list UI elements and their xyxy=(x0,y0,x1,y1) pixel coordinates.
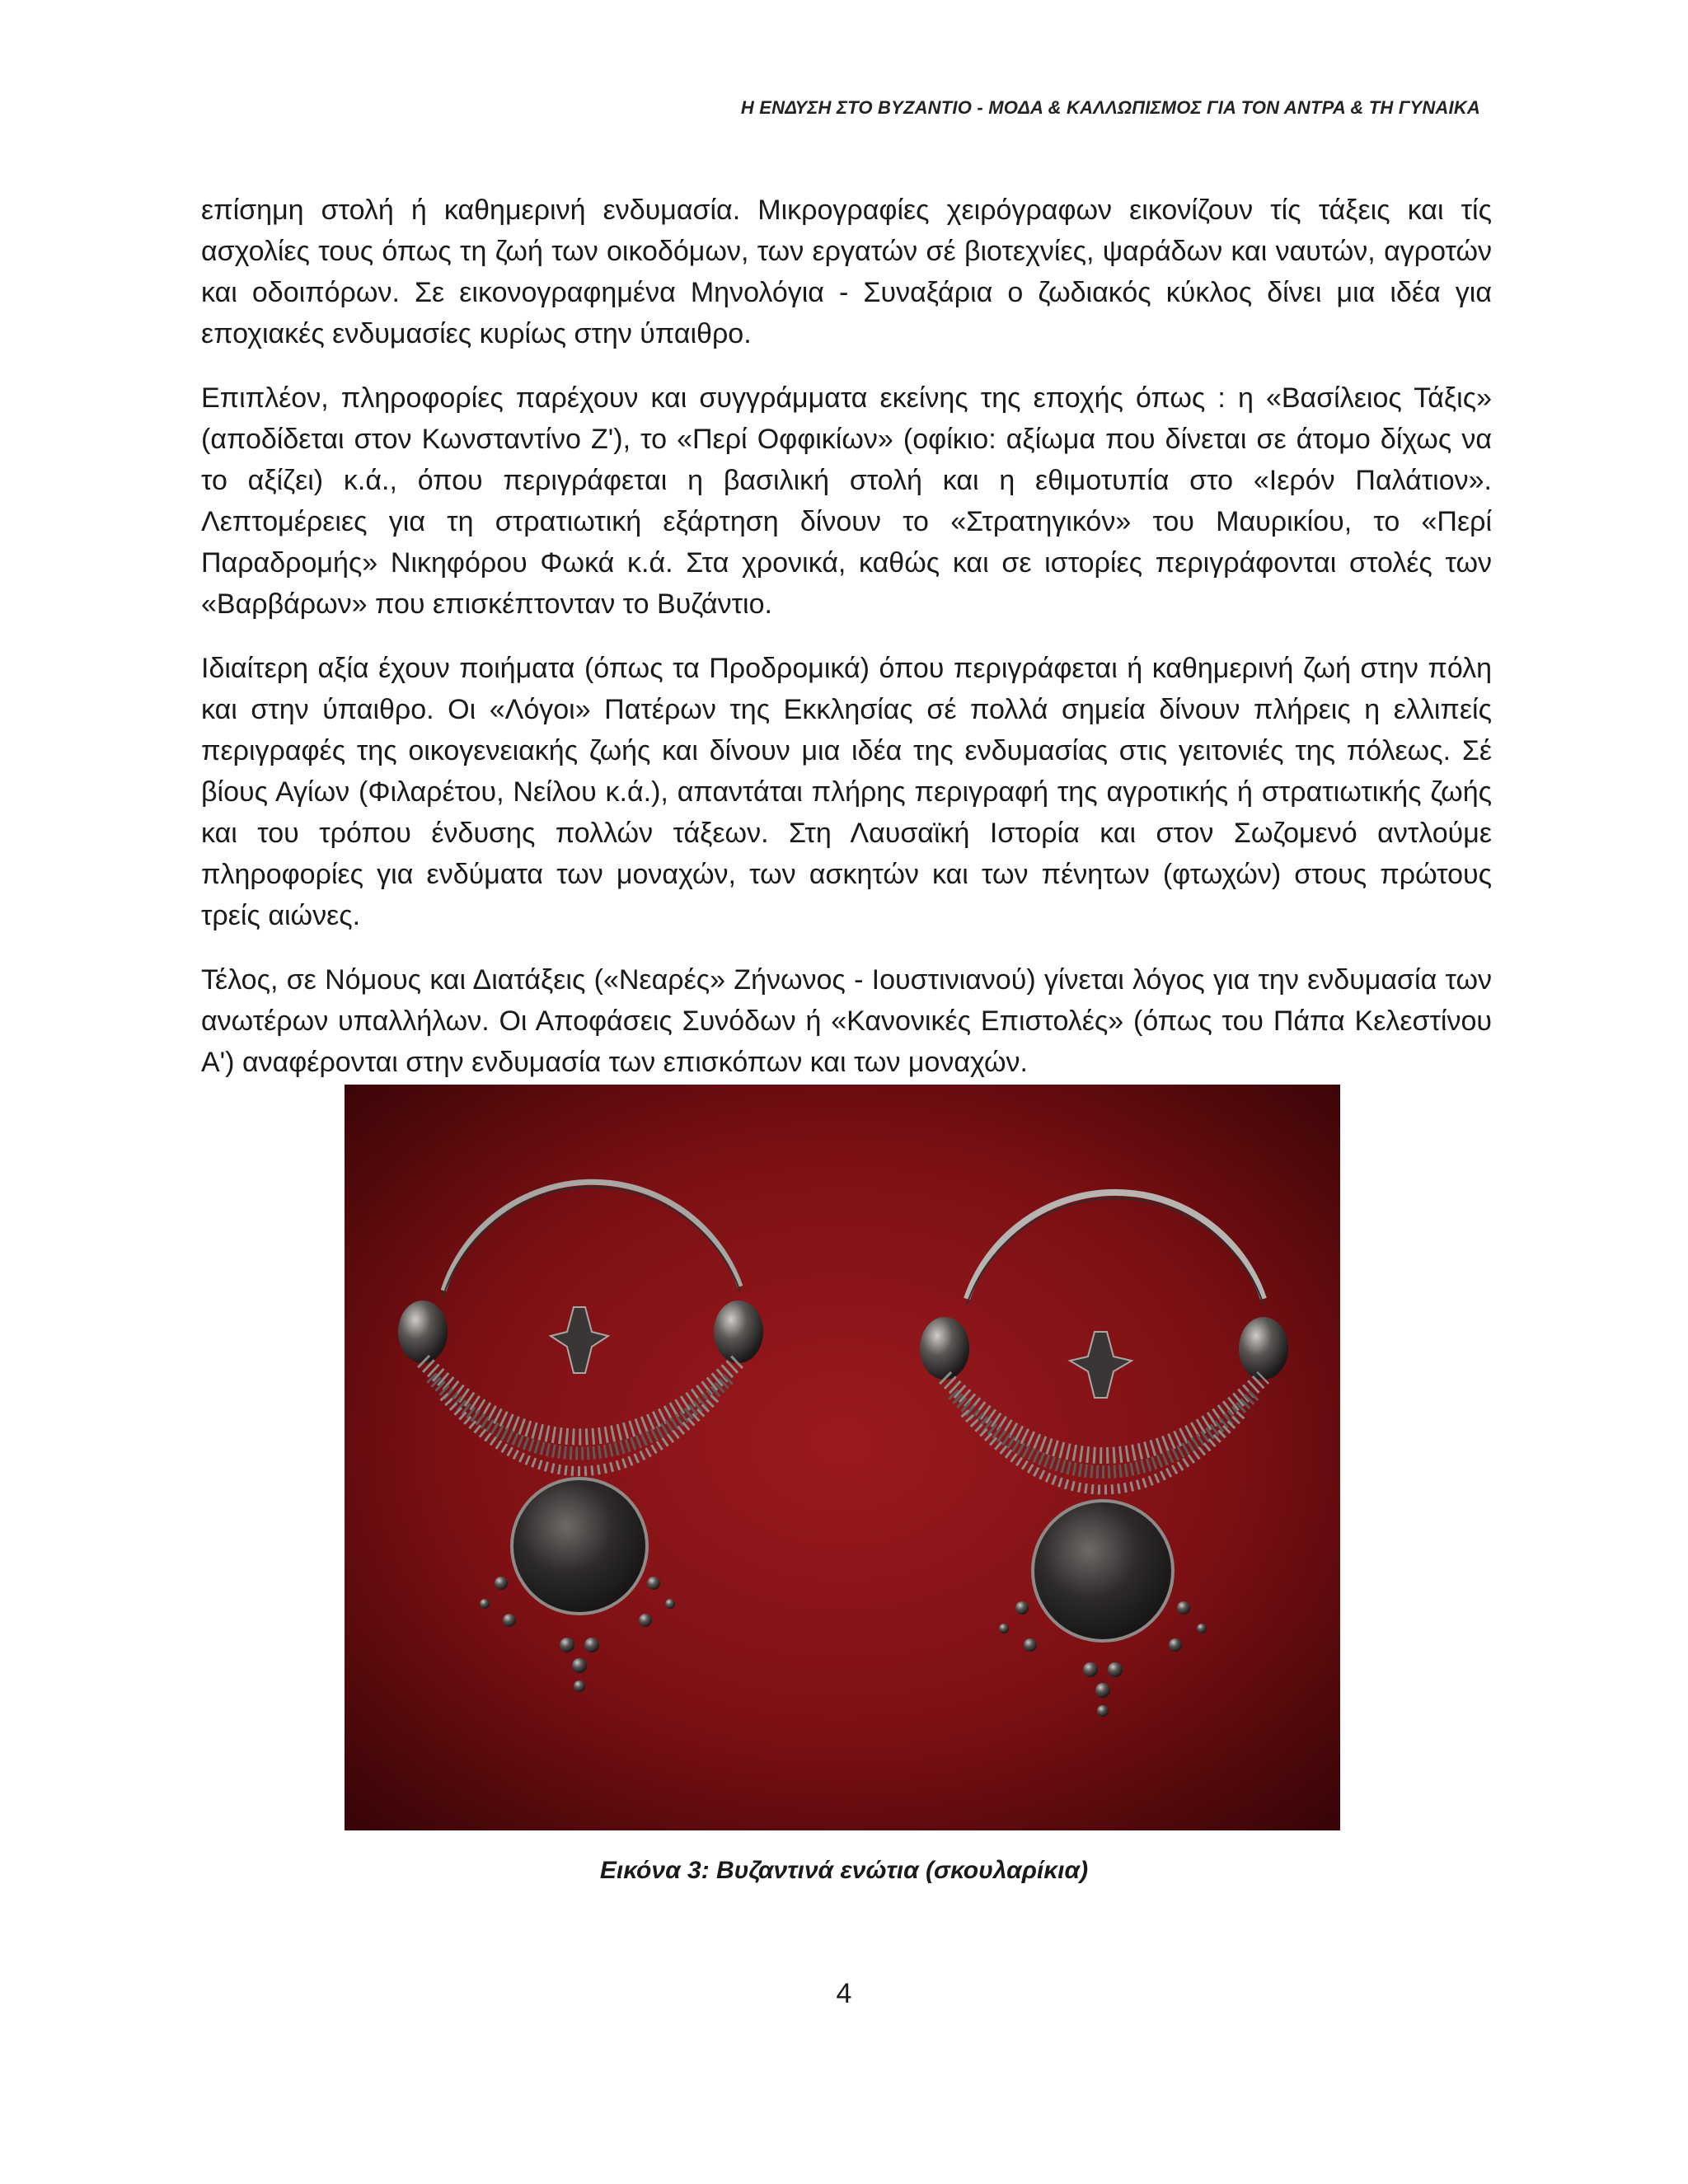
paragraph: Τέλος, σε Νόμους και Διατάξεις («Νεαρές» Ζήνωνος - Ιουστινιανού) γίνεται λόγος για την ενδυμασία των ανωτέρων υπαλλήλων. Οι Αποφάσεις Συνόδων ή «Κανονικές Επιστολές» (όπως του Πάπα Κελεστίνου Α') αναφέρονται στην ενδυμασία των επισκόπων και των μοναχών. xyxy=(201,964,1492,1078)
body-text xyxy=(201,190,1492,1106)
earrings-illustration xyxy=(345,1085,1340,1830)
paragraph: Επιπλέον, πληροφορίες παρέχουν και συγγράμματα εκείνης της εποχής όπως : η «Βασίλειος Τάξις» (αποδίδεται στον Κωνσταντίνο Ζ'), το «Περί Οφφικίων» (οφίκιο: αξίωμα που δίνεται σε άτομο δίχως να το αξίζει) κ.ά., όπου περιγράφεται η βασιλική στολή και η εθιμοτυπία στο «Ιερόν Παλάτιον». Λεπτομέρειες για τη στρατιωτική εξάρτηση δίνουν το «Στρατηγικόν» του Μαυρικίου, το «Περί Παραδρομής» Νικηφόρου Φωκά κ.ά. Στα χρονικά, καθώς και σε ιστορίες περιγράφονται στολές των «Βαρβάρων» που επισκέπτονταν το Βυζάντιο. xyxy=(201,382,1492,620)
earrings-photo xyxy=(345,1085,1340,1830)
paragraph: επίσημη στολή ή καθημερινή ενδυμασία. Μικρογραφίες χειρόγραφων εικονίζουν τίς τάξεις και τίς ασχολίες τους όπως τη ζωή των οικοδόμων, των εργατών σέ βιοτεχνίες, ψαράδων και ναυτών, αγροτών και οδοιπόρων. Σε εικονογραφημένα Μηνολόγια - Συναξάρια ο ζωδιακός κύκλος δίνει μια ιδέα για εποχιακές ενδυμασίες κυρίως στην ύπαιθρο. xyxy=(201,194,1492,349)
running-header: Η ΕΝΔΥΣΗ ΣΤΟ ΒΥΖΑΝΤΙΟ - ΜΟΔΑ & ΚΑΛΛΩΠΙΣΜΟΣ ΓΙΑ ΤΟΝ ΑΝΤΡΑ & ΤΗ ΓΥΝΑΙΚΑ xyxy=(740,97,1480,118)
figure-caption: Εικόνα 3: Βυζαντινά ενώτια (σκουλαρίκια) xyxy=(599,1857,1089,1884)
paragraph: Ιδιαίτερη αξία έχουν ποιήματα (όπως τα Προδρομικά) όπου περιγράφεται ή καθημερινή ζωή στην πόλη και στην ύπαιθρο. Οι «Λόγοι» Πατέρων της Εκκλησίας σέ πολλά σημεία δίνουν πλήρεις η ελλιπείς περιγραφές της οικογενειακής ζωής και δίνουν μια ιδέα της ενδυμασίας στις γειτονιές της πόλεως. Σέ βίους Αγίων (Φιλαρέτου, Νείλου κ.ά.), απαντάται πλήρης περιγραφή της αγροτικής ή στρατιωτικής ζωής και του τρόπου ένδυσης πολλών τάξεων. Στη Λαυσαϊκή Ιστορία και στον Σωζομενό αντλούμε πληροφορίες για ενδύματα των μοναχών, των ασκητών και των πένητων (φτωχών) στους πρώτους τρείς αιώνες. xyxy=(201,653,1492,931)
page-number: 4 xyxy=(836,1978,852,2009)
